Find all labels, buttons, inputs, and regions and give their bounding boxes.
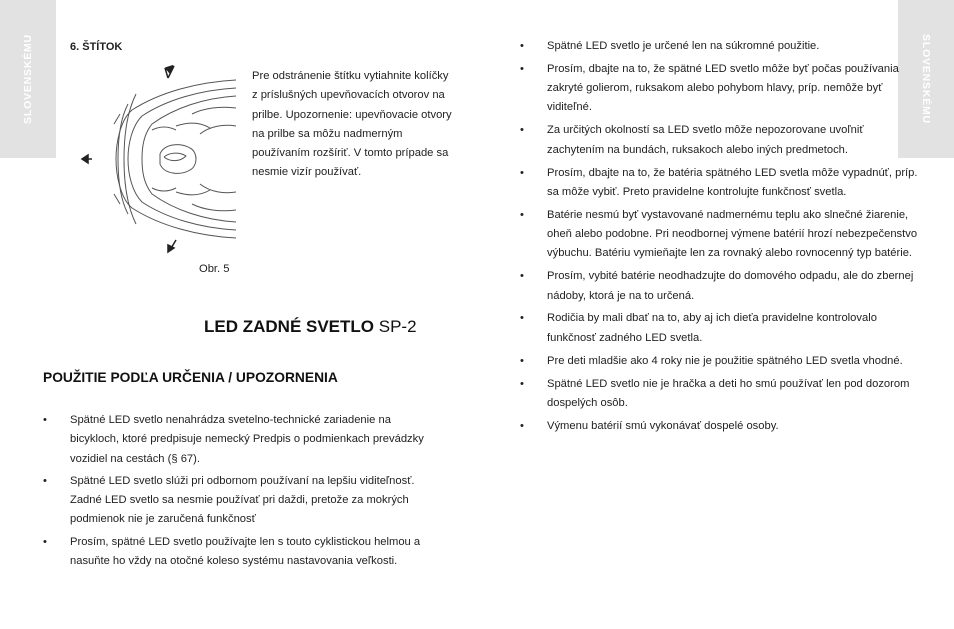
list-item-text: Spätné LED svetlo nenahrádza svetelno-technické zariadenie na bicykloch, ktoré predpisuje nemecký Predpis o podmienkach prevádzky vozidiel na cestách (§ 67).: [70, 414, 424, 465]
list-item-text: Spätné LED svetlo slúži pri odbornom používaní na lepšiu viditeľnosť. Zadné LED svetlo sa nesmie používať pri daždi, pretože za mokrých podmienok nie je zaručená funkčnosť: [70, 474, 415, 526]
list-item: [43, 411, 443, 469]
bullet-icon: •: [520, 124, 524, 137]
section-description: Pre odstránenie štítku vytiahnite kolíčky z príslušných upevňovacích otvorov na prilbe. Upozornenie: upevňovacie otvory na prilbe sa môžu nadmerným používaním rozšíriť. V tomto prípade sa nesmie vizír používať.: [252, 70, 452, 179]
model-name: SP-2: [374, 317, 417, 336]
list-item-text: Batérie nesmú byť vystavované nadmernému teplu ako slnečné žiarenie, oheň alebo podobne. Pri neodbornej výmene batérií hrozí nebezpečenstvo výbuchu. Batériu vymieňajte len za rovnaký alebo rovnocenný typ batérie.: [547, 208, 918, 260]
list-item-text: Pre deti mladšie ako 4 roky nie je použitie spätného LED svetla vhodné.: [547, 354, 903, 367]
list-item-text: Prosím, dbajte na to, že spätné LED svetlo môže byť počas používania zakryté golierom, ruksakom alebo pohybom hlavy, príp. nemôže byť viditeľné.: [547, 62, 899, 114]
list-item-text: Spätné LED svetlo nie je hračka a deti ho smú používať len pod dozorom dospelých osôb.: [547, 377, 910, 409]
bullet-icon: •: [520, 312, 524, 325]
list-item-text: Za určitých okolností sa LED svetlo môže nepozorovane uvoľniť zachytením na bundách, ruksakoch alebo iných predmetoch.: [547, 124, 864, 156]
list-item: [520, 267, 920, 306]
bullet-icon: •: [520, 166, 524, 179]
bullet-icon: •: [43, 535, 47, 548]
list-item: [520, 37, 920, 56]
side-tab-left: [0, 0, 56, 158]
section-title: 6. ŠTÍTOK: [70, 41, 123, 53]
bullet-icon: •: [520, 208, 524, 221]
list-item: [520, 417, 920, 436]
helmet-visor-illustration: [80, 64, 240, 254]
usage-warnings-heading: POUŽITIE PODĽA URČENIA / UPOZORNENIA: [43, 370, 338, 385]
bullet-icon: •: [520, 62, 524, 75]
page-title: [204, 317, 417, 337]
bullet-icon: •: [43, 414, 47, 426]
list-item: [43, 472, 443, 530]
bullet-icon: •: [520, 270, 524, 283]
list-item: [520, 352, 920, 371]
bullet-icon: •: [520, 40, 524, 52]
list-item-text: Rodičia by mali dbať na to, aby aj ich dieťa pravidelne kontrolovalo funkčnosť zadného LED svetla.: [547, 312, 877, 344]
bullet-icon: •: [520, 419, 524, 432]
list-item-text: Prosím, vybité batérie neodhadzujte do domového odpadu, ale do zbernej nádoby, ktorá je na to určená.: [547, 270, 914, 302]
list-item: [43, 533, 443, 572]
product-name: LED ZADNÉ SVETLO: [204, 317, 375, 336]
left-bullet-list: [43, 411, 443, 574]
side-tab-right-label: SLOVENSKÉMU: [920, 34, 932, 124]
bullet-icon: •: [43, 474, 47, 487]
list-item: [520, 60, 920, 118]
list-item: [520, 309, 920, 348]
list-item: [520, 121, 920, 160]
list-item-text: Prosím, spätné LED svetlo používajte len s touto cyklistickou helmou a nasuňte ho vždy na otočné koleso systému nastavovania veľkosti.: [70, 535, 421, 568]
list-item-text: Spätné LED svetlo je určené len na súkromné použitie.: [547, 40, 820, 52]
list-item-text: Prosím, dbajte na to, že batéria spätného LED svetla môže vypadnúť, príp. sa môže vybiť. Preto pravidelne kontrolujte funkčnosť svetla.: [547, 166, 918, 198]
list-item: [520, 206, 920, 264]
list-item-text: Výmenu batérií smú vykonávať dospelé osoby.: [547, 419, 779, 432]
right-bullet-list: [520, 37, 920, 440]
bullet-icon: •: [520, 377, 524, 390]
side-tab-left-label: SLOVENSKÉMU: [22, 34, 34, 124]
figure-caption: Obr. 5: [199, 263, 230, 275]
list-item: [520, 164, 920, 203]
bullet-icon: •: [520, 354, 524, 367]
list-item: [520, 375, 920, 414]
